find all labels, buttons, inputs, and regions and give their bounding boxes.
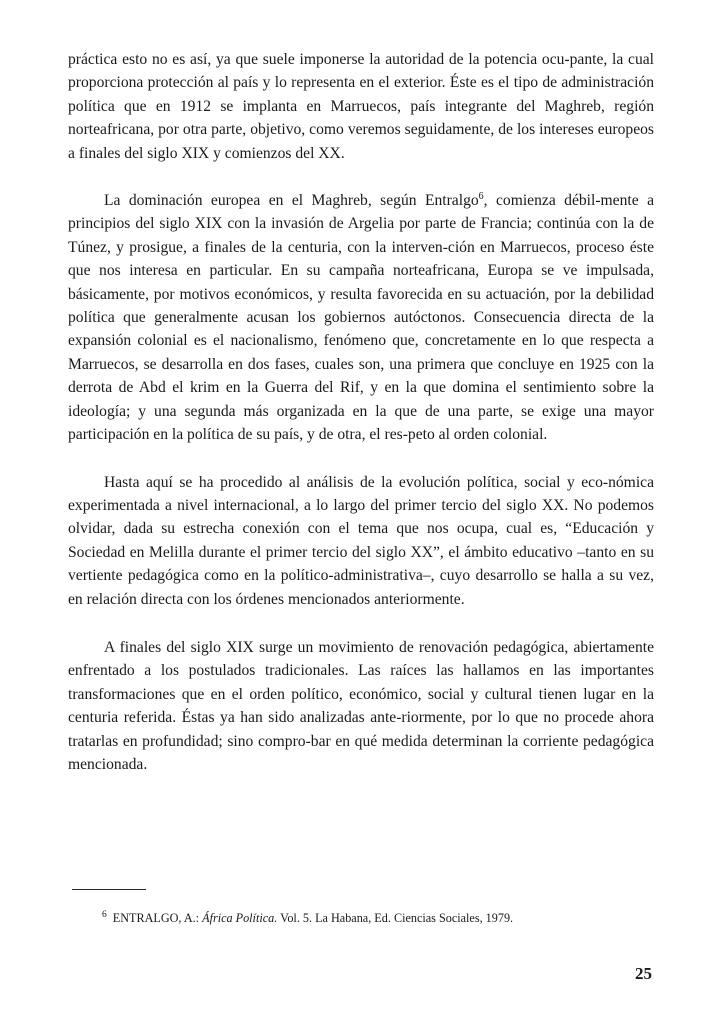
paragraph-4: A finales del siglo XIX surge un movimiento de renovación pedagógica, abiertamente enfrentado a los postulados tradicionales. Las raíces las hallamos en las importantes transformaciones que en el orden político, económico, social y cultural tienen lugar en la centuria referida. Éstas ya han sido analizadas ante-riormente, por lo que no procede ahora tratarlas en profundidad; sino compro-bar en qué medida determinan la corriente pedagógica mencionada. <box>68 638 654 773</box>
paragraph-2 <box>68 189 654 446</box>
footnote-reference-6: 6 <box>478 190 484 202</box>
footnote-separator <box>72 889 146 890</box>
paragraph-2-text-after: , comienza débil-mente a principios del siglo XIX con la invasión de Argelia por parte de Francia; continúa con la de Túnez, y prosigue, a finales de la centuria, con la interven-ción en Marruecos, proceso éste que nos interesa en particular. En su campaña norteafricana, Europa se ve impulsada, básicamente, por motivos económicos, y resulta favorecida en su actuación, por la debilidad política que generalmente acusan los gobiernos autóctonos. Consecuencia directa de la expansión colonial es el nacionalismo, fenómeno que, concretamente en lo que respecta a Marruecos, se desarrolla en dos fases, cuales son, una primera que concluye en 1925 con la derrota de Abd el krim en la Guerra del Rif, y en la que domina el sentimiento sobre la ideología; y una segunda más organizada en la que de una parte, se exige una mayor participación en la política de su país, y de otra, el res-peto al orden colonial. <box>68 192 654 444</box>
page-body <box>68 48 654 776</box>
footnote-title: África Política. <box>202 911 278 925</box>
footnote-6 <box>102 910 662 926</box>
paragraph-3: Hasta aquí se ha procedido al análisis de la evolución política, social y eco-nómica experimentada a nivel internacional, a lo largo del primer tercio del siglo XX. No podemos olvidar, dada su estrecha conexión con el tema que nos ocupa, cual es, “Educación y Sociedad en Melilla durante el primer tercio del siglo XX”, el ámbito educativo –tanto en su vertiente pedagógica como en la político-administrativa–, cuyo desarrollo se halla a su vez, en relación directa con los órdenes mencionados anteriormente. <box>68 473 654 608</box>
paragraph-1: práctica esto no es así, ya que suele imponerse la autoridad de la potencia ocu-pante, la cual proporciona protección al país y lo representa en el exterior. Éste es el tipo de administración política que en 1912 se implanta en Marruecos, país integrante del Maghreb, región norteafricana, por otra parte, objetivo, como veremos seguidamente, de los intereses europeos a finales del siglo XIX y comienzos del XX. <box>68 51 654 162</box>
footnote-marker: 6 <box>102 909 107 920</box>
footnote-details: Vol. 5. La Habana, Ed. Ciencias Sociales, 1979. <box>280 911 514 925</box>
paragraph-2-text-before: La dominación europea en el Maghreb, según Entralgo <box>104 192 479 210</box>
page-number: 25 <box>635 964 652 983</box>
footnote-author: ENTRALGO, A.: <box>112 911 200 925</box>
